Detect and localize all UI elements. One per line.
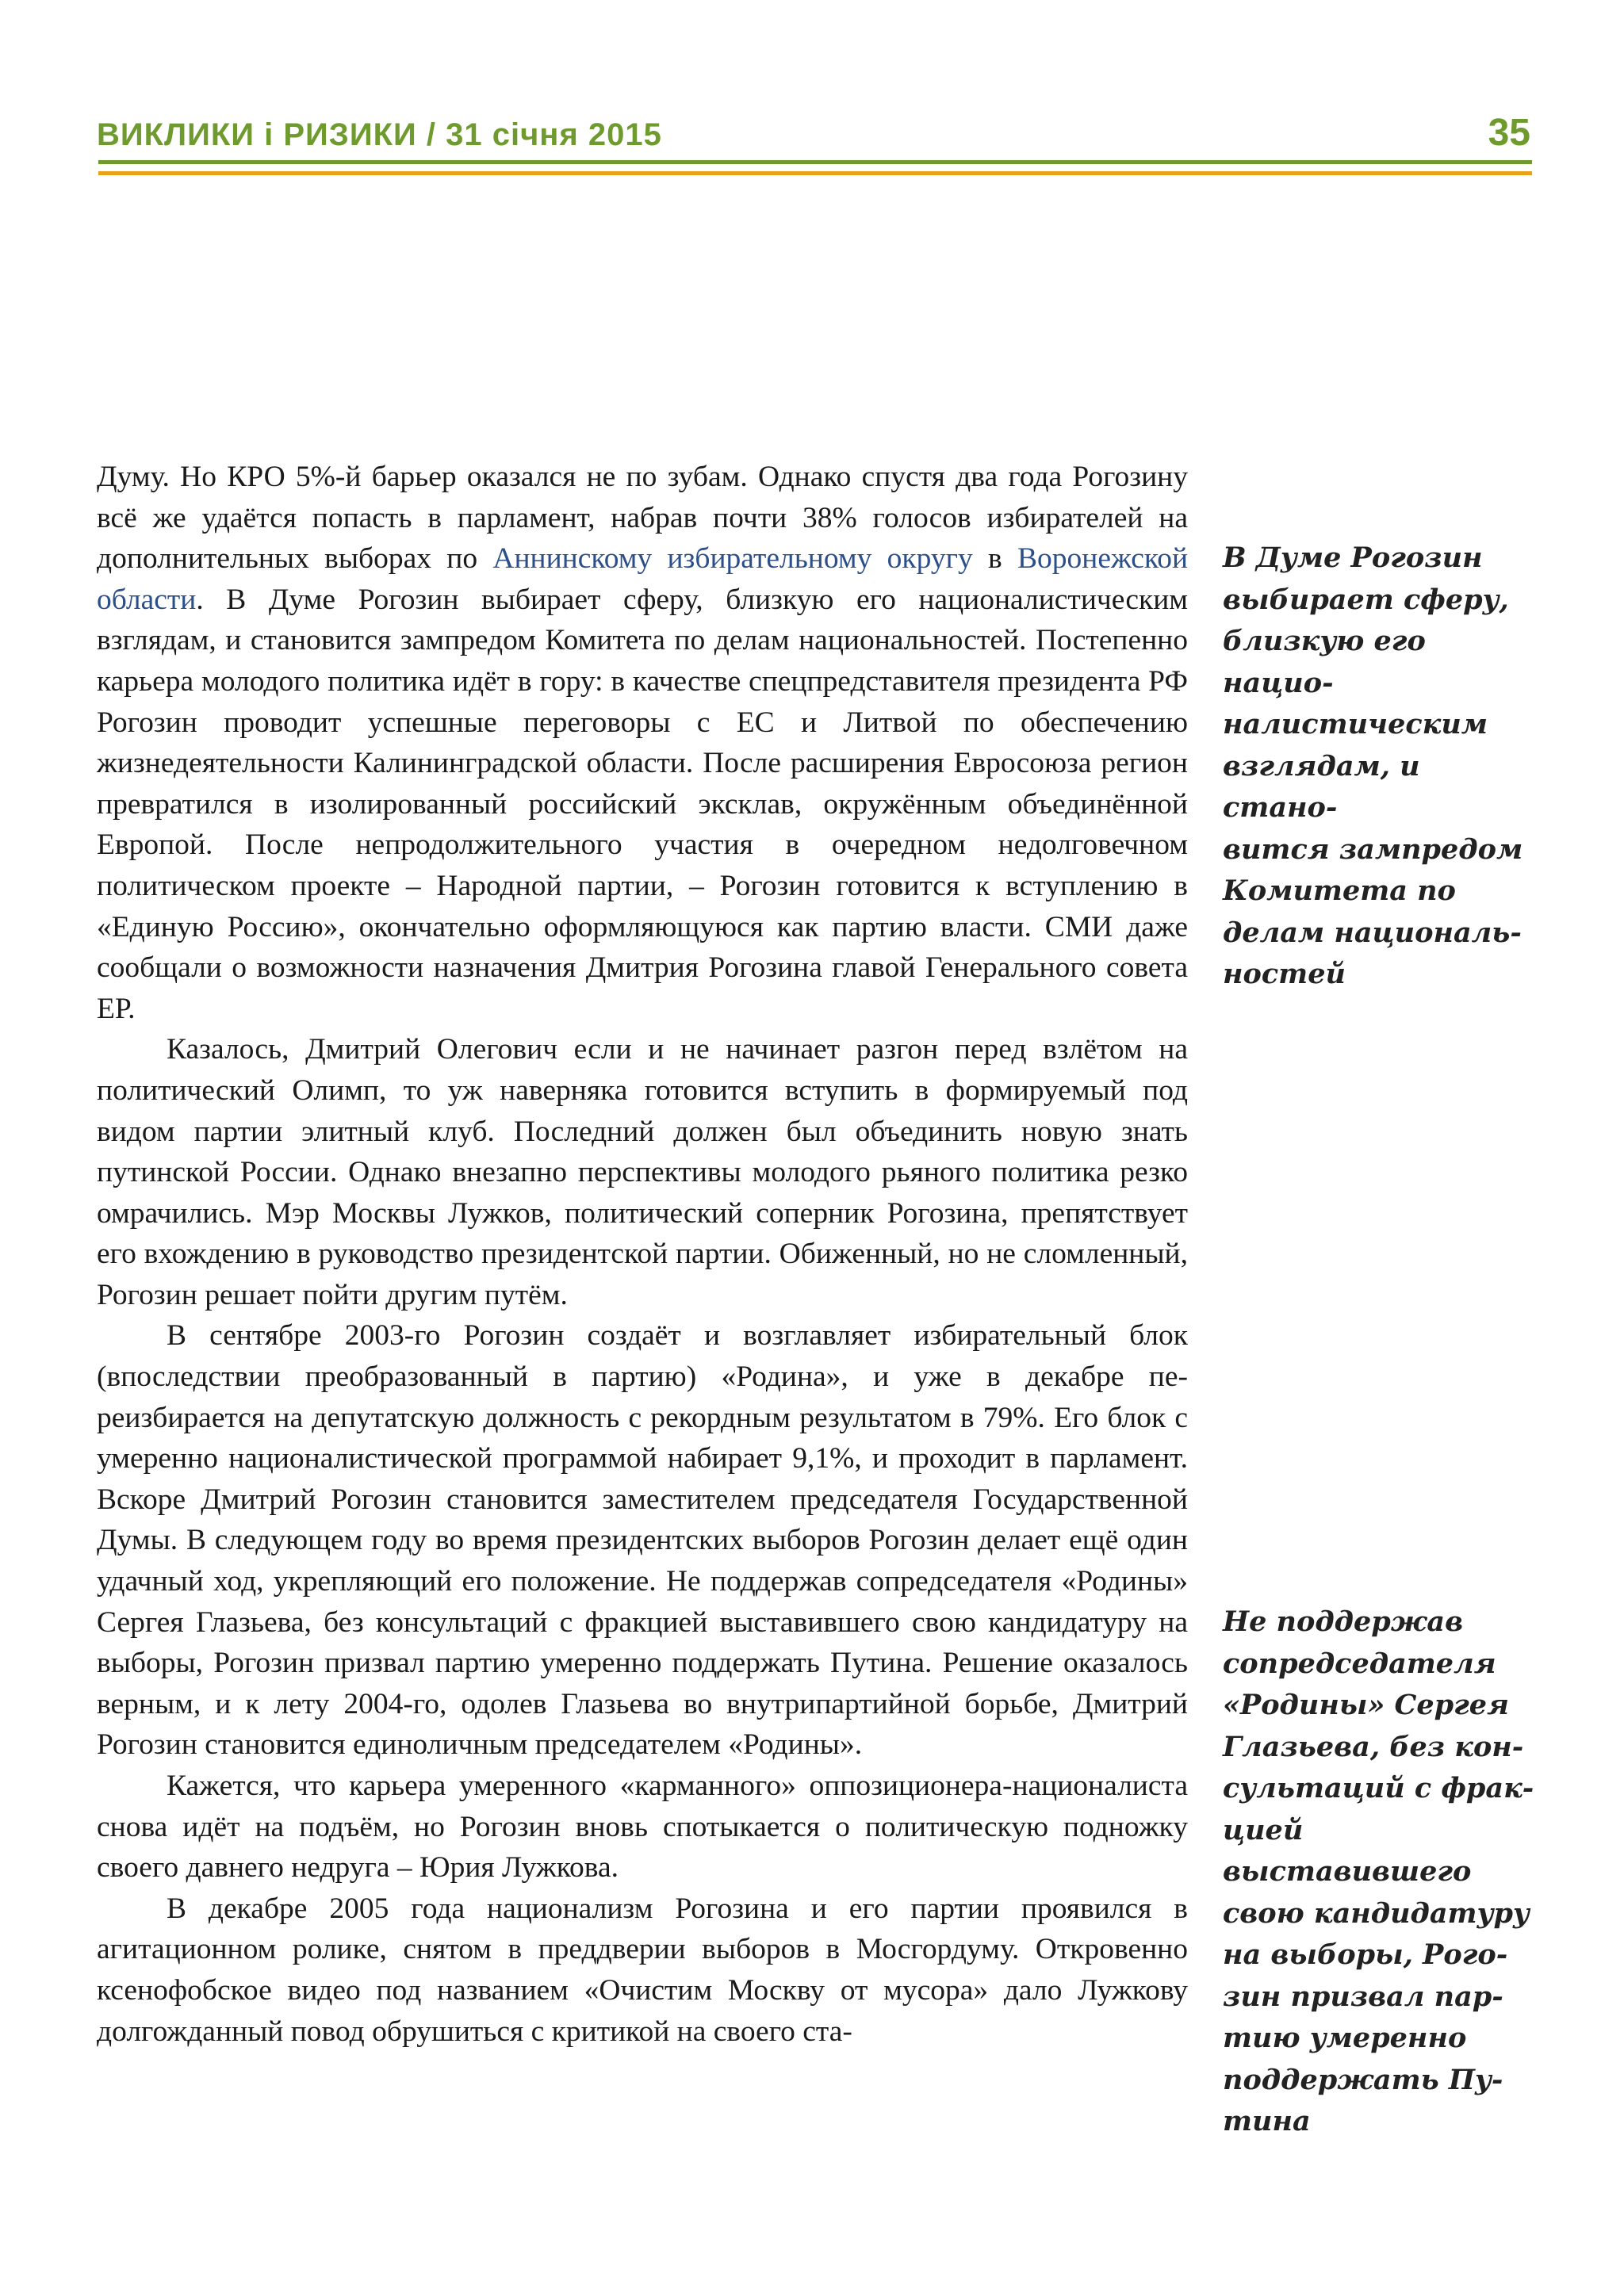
link-anninsky-district[interactable]: Аннинскому избирательному округу — [492, 542, 973, 576]
page-number: 35 — [1488, 112, 1530, 154]
header-rule-green — [98, 160, 1532, 164]
article-paragraph-3: В сентябре 2003-го Рогозин создаёт и возглавляет избирательный блок (впоследствии преобразованный в партию) «Родина», и уже в декабре переизбирается на депутатскую должность с рекордным результатом в 79%. Его блок с умеренно националистической программой набирает 9,1%, и проходит в парламент. Вскоре Дмитрий Рогозин становится заместителем председателя Государственной Думы. В следующем году во время президентских выборов Рогозин делает ещё один удачный ход, укрепляющий его положение. Не поддержав сопредседателя «Родины» Сергея Глазьева, без консультаций с фракцией выставившего свою кандидатуру на выборы, Рогозин призвал партию умеренно поддержать Путина. Решение оказалось верным, и к лету 2004-го, одолев Глазьева во внутрипартийной борьбе, Дмитрий Рогозин становится единоличным председателем «Родины». — [97, 1319, 1188, 1762]
link-voronezh-oblast[interactable]: Воронежской области — [97, 542, 1189, 616]
header-rule-orange — [98, 171, 1532, 175]
pull-quote-2: Не поддержав сопредседателя «Родины» Сергея Глазьева, без кон- сультаций с фрак- цией выставившего свою кандидатуру на выборы, Рого- зин призвал пар- тию умеренно поддержать Пу- тина — [1223, 1605, 1534, 2137]
article-paragraph-2: Казалось, Дмитрий Олегович если и не начинает разгон перед взлётом на политический Олимп, то уж наверняка готовится вступить в формируемый под видом партии элитный клуб. Последний должен был объединить новую знать путинской России. Однако внезапно перспективы молодого рьяного политика резко омрачились. Мэр Москвы Лужков, политический соперник Рогозина, препятствует его вхождению в руководство президентской партии. Обиженный, но не сломленный, Рогозин решает пойти другим путём. — [97, 1033, 1188, 1311]
article-body — [97, 457, 1188, 2052]
pull-quote-1: В Думе Рогозин выбирает сферу, близкую его нацио- налистическим взглядам, и стано- вится зампредом Комитета по делам националь- ностей — [1223, 541, 1523, 990]
paragraph-1-text-c: . В Думе Рогозин выбирает сферу, близкую его националистическим взглядам, и становится зампредом Комитета по делам национальностей. Постепенно карьера молодого политика идёт в гору: в качестве спецпредставителя президента РФ Рогозин проводит успешные переговоры с ЕС и Литвой по обеспечению жизнедеятельности Калининградской области. После расширения Евросоюза регион превратился в изолированный российский эксклав, окружённым объединённой Европой. После непродолжительного участия в очередном недолговечном политическом проекте – Народной партии, – Рогозин готовится к вступлению в «Единую Россию», окончательно оформляющуюся как партию власти. СМИ даже сообщали о возможности назначения Дмитрия Рогозина главой Генерального совета ЕР. — [97, 583, 1188, 1025]
article-paragraph-5: В декабре 2005 года национализм Рогозина и его партии проявился в агитационном ролике, снятом в преддверии выборов в Мосгордуму. Откровенно ксенофобское видео под названием «Очистим Москву от мусора» дало Лужкову долгожданный повод обрушиться с критикой на своего ста- — [97, 1892, 1188, 2048]
article-paragraph-4: Кажется, что карьера умеренного «карманного» оппозиционера-националиста снова идёт на подъём, но Рогозин вновь спотыкается о политическую подножку своего давнего недруга – Юрия Лужкова. — [97, 1770, 1188, 1885]
paragraph-1-text-b: в — [972, 542, 1018, 576]
paragraph-1-text-a: Думу. Но КРО 5%-й барьер оказался не по зубам. Однако спустя два года Рогозину всё же удаётся попасть в парламент, набрав почти 38% голосов избирателей на дополнительных выборах по — [97, 461, 1188, 576]
article-paragraph-1 — [97, 457, 1188, 1029]
header-title: ВИКЛИКИ і РИЗИКИ / 31 січня 2015 — [97, 117, 662, 152]
